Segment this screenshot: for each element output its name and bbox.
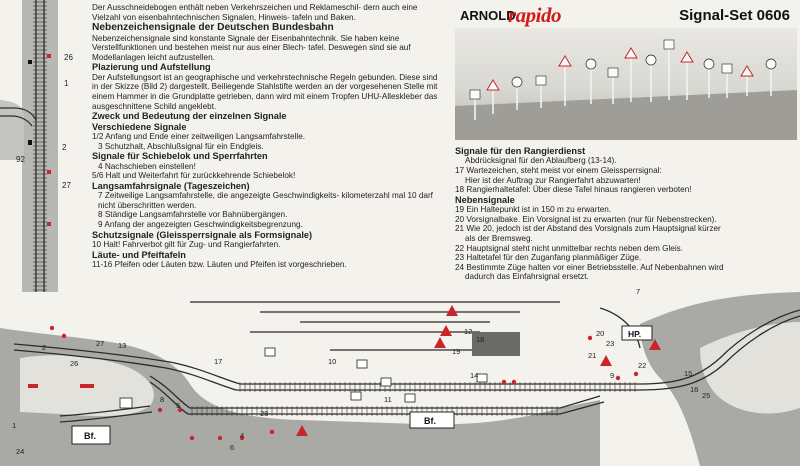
diagram-label-5: 5 [176, 401, 181, 410]
main-paragraph: Nebenzeichensignale sind konstante Signale der Eisenbahntechnik. Sie haben keine Verstellfunktionen und bestehen meist nur aus einer Blech- tafel. Deswegen sind sie auf Modellanlagen leicht aufzustellen. [92, 33, 411, 62]
heading-purpose: Zweck und Bedeutung der einzelnen Signale [92, 111, 287, 122]
brand-header [450, 3, 794, 27]
brand-arnold-logo: ARNOLD [460, 8, 516, 23]
diagram-label-13: 13 [118, 341, 127, 350]
strip-label-2: 2 [62, 143, 67, 152]
diagram-label-28: 28 [260, 409, 269, 418]
diagram-label-18: 18 [476, 335, 485, 344]
placement-paragraph: Der Aufstellungsort ist an geographische und verkehrstechnische Regeln gebunden. Diese sind in der Skizze (Bild 2) dargestellt. Beiliegende Stahlstifte werden an der vorgesehenen Stelle mit einem Hammer in die Grundplatte getrieben, dann wird mit einem Tropfen UHU-Alleskleber das ausgeschnittene Schild angeklebt. [92, 72, 438, 111]
diagram-label-9: 9 [610, 371, 615, 380]
heading-secondary: Nebensignale [455, 194, 515, 205]
diagram-label-10: 10 [328, 357, 337, 366]
diagram-label-25: 25 [702, 391, 711, 400]
item-21b: als der Bremsweg. [465, 233, 533, 243]
diagram-label-20: 20 [596, 329, 605, 338]
diagram-label-16: 16 [690, 385, 699, 394]
item-22: 22 Hauptsignal steht nicht unmittelbar rechts neben dem Gleis. [455, 243, 684, 253]
diagram-label-21: 21 [588, 351, 597, 360]
item-17: 17 Wartezeichen, steht meist vor einem Gleissperrsignal: [455, 166, 662, 175]
station-mid-label: Bf. [424, 416, 436, 426]
diagram-label-23: 23 [606, 339, 615, 348]
halt-label: HP. [628, 329, 642, 339]
diagram-label-17: 17 [214, 357, 223, 366]
item-24b: dadurch das Einfahrsignal ersetzt. [465, 272, 589, 282]
diagram-label-19: 19 [452, 347, 461, 356]
set-title: Signal-Set 0606 [679, 7, 790, 24]
brand-rapido-logo: rapido [508, 3, 562, 27]
strip-label-1: 1 [64, 79, 69, 88]
heading-slow: Langsamfahrsignale (Tageszeichen) [92, 180, 250, 191]
diagram-label-7: 7 [636, 288, 641, 296]
heading-placement: Plazierung und Aufstellung [92, 62, 211, 73]
intro-paragraph: Der Ausschneidebogen enthält neben Verkehrszeichen und Reklameschil- dern auch eine Vielzahl von eisenbahntechnischen Signalen, Hinweis- tafeln und Baken. [92, 3, 418, 22]
item-9: 9 Anfang der angezeigten Geschwindigkeitsbegrenzung. [98, 220, 303, 230]
item-21: 21 Wie 20, jedoch ist der Abstand des Vorsignals zum Hauptsignal kürzer [455, 224, 721, 234]
heading-protect: Schutzsignale (Gleissperrsignale als Formsignale) [92, 229, 313, 240]
item-3: 3 Schutzhalt, Abschlußsignal für ein Endgleis. [98, 141, 264, 151]
diagram-label-8: 8 [160, 395, 165, 404]
diagram-label-2: 2 [42, 343, 47, 352]
heading-various: Verschiedene Signale [92, 121, 187, 132]
diagram-label-15: 15 [684, 369, 693, 378]
item-1-2: 1/2 Anfang und Ende einer zeitweiligen Langsamfahrstelle. [92, 132, 306, 142]
station-left-building [72, 426, 110, 444]
item-10: 10 Halt! Fahrverbot gilt für Zug- und Rangierfahrten. [92, 240, 281, 250]
heading-shunt: Signale für den Rangierdienst [455, 146, 586, 156]
track-diagram [0, 288, 800, 466]
item-19: 19 Ein Haltepunkt ist in 150 m zu erwarten. [455, 205, 612, 215]
strip-label-27: 27 [62, 181, 71, 190]
product-photo [455, 28, 797, 140]
item-7: 7 Zeitweilige Langsamfahrstelle, die angezeigte Geschwindigkeits- kilometerzahl mal 10 darf nicht überschritten werden. [98, 191, 433, 210]
diagram-label-24: 24 [16, 447, 25, 456]
item-24: 24 Bestimmte Züge halten vor einer Betriebsstelle. Auf Nebenbahnen wird [455, 262, 724, 272]
halt-building [622, 326, 652, 340]
item-23: 23 Haltetafel für den Zuganfang planmäßiger Züge. [455, 253, 642, 263]
strip-label-26: 26 [64, 53, 73, 62]
diagram-label-22: 22 [638, 361, 647, 370]
item-4: 4 Nachschieben einstellen! [98, 161, 196, 171]
item-18: 18 Rangierhaltetafel: Über diese Tafel hinaus rangieren verboten! [455, 185, 692, 195]
strip-label-92: 92 [16, 155, 25, 164]
left-track-strip [0, 0, 88, 292]
item-5-6: 5/6 Halt und Weiterfahrt für zurückkehrende Schiebelok! [92, 171, 296, 181]
diagram-label-11: 11 [384, 395, 392, 404]
heading-main: Nebenzeichensignale der Deutschen Bundesbahn [92, 22, 334, 34]
heading-push: Signale für Schiebelok und Sperrfahrten [92, 151, 268, 162]
diagram-label-4: 4 [240, 431, 245, 440]
item-20: 20 Vorsignalbake. Ein Vorsignal ist zu erwarten (nur für Nebenstrecken). [455, 214, 717, 224]
right-text-column [455, 146, 795, 282]
diagram-label-1: 1 [12, 421, 17, 430]
diagram-label-12: 12 [464, 327, 473, 336]
station-left-label: Bf. [84, 431, 96, 441]
item-8: 8 Ständige Langsamfahrstelle vor Bahnübergängen. [98, 210, 288, 220]
heading-whistle: Läute- und Pfeiftafeln [92, 249, 186, 260]
diagram-label-26: 26 [70, 359, 79, 368]
diagram-label-14: 14 [470, 371, 479, 380]
item-17b: Hier ist der Auftrag zur Rangierfahrt abzuwarten! [465, 175, 641, 185]
item-13-14: Abdrücksignal für den Ablaufberg (13-14). [465, 156, 617, 166]
station-mid-building [410, 412, 454, 428]
item-11-16: 11-16 Pfeifen oder Läuten bzw. Läuten und Pfeifen ist vorgeschrieben. [92, 260, 347, 270]
left-text-column [92, 3, 444, 270]
diagram-label-27: 27 [96, 339, 105, 348]
diagram-label-6: 6 [230, 443, 235, 452]
